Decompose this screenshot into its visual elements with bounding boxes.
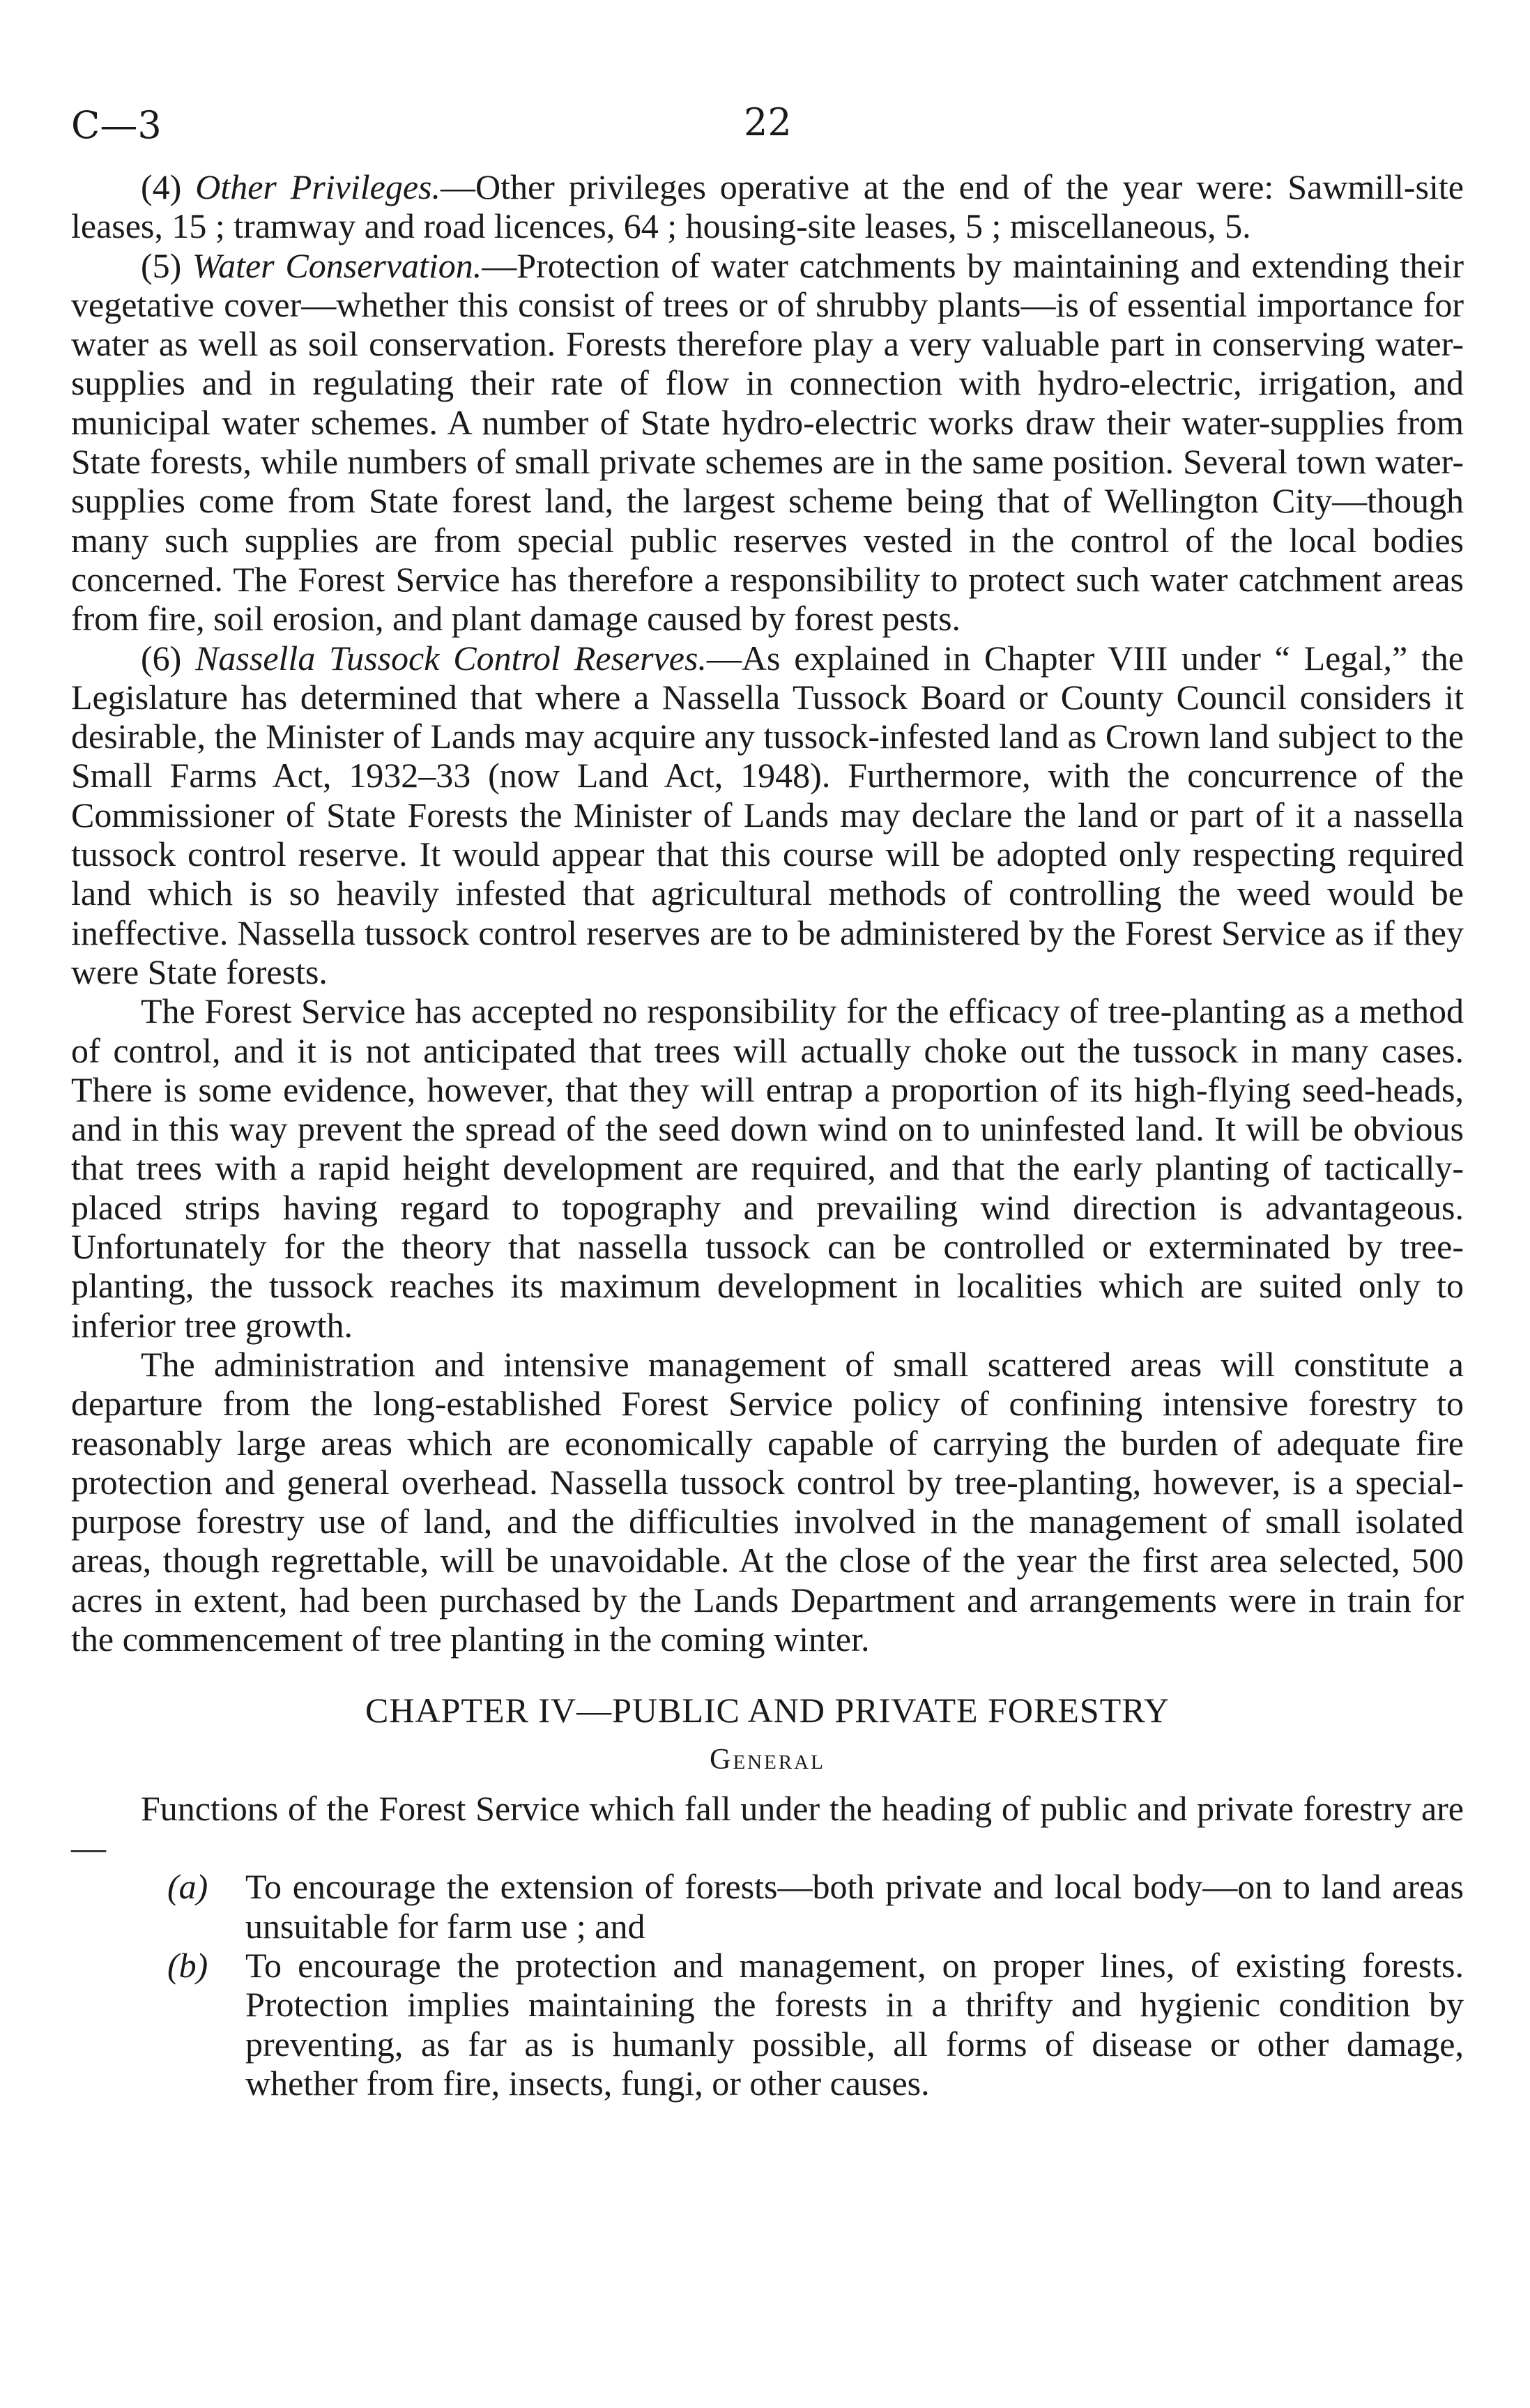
paragraph-label: (5) — [141, 245, 193, 285]
list-item-text: To encourage the protection and management, on proper lines, of existing forests. Protection implies maintaining the forests in a thrifty and hygienic condition by preventing, as far as is humanly possible, all forms of disease or other damage, whether from fire, insects, fungi, or other causes. — [245, 1946, 1464, 2103]
paragraph-text: The Forest Service has accepted no responsibility for the efficacy of tree-planting as a method of control, and it is not anticipated that trees will actually choke out the tussock in many cases. There is some evidence, however, that they will entrap a proportion of its high-flying seed-heads, and in this way prevent the spread of the seed down wind on to uninfested land. It will be obvious that trees with a rapid height development are required, and that the early planting of tactically-placed strips having regard to topography and prevailing wind direction is advantageous. Unfortunately for the theory that nassella tussock can be controlled or exterminated by tree-planting, the tussock reaches its maximum development in localities which are suited only to inferior tree growth. — [71, 991, 1464, 1345]
paragraph-administration — [71, 1345, 1464, 1659]
section-subheading: General — [710, 1743, 825, 1776]
list-item — [71, 1946, 1464, 2103]
paragraph-nassella-reserves — [71, 639, 1464, 992]
body-text — [71, 167, 1464, 2103]
paragraph-water-conservation — [71, 246, 1464, 639]
paragraph-heading: Nassella Tussock Control Reserves. — [195, 638, 707, 678]
paragraph-text: —Other privileges operative at the end of the year were: Sawmill-site leases, 15 ; tramway and road licences, 64 ; housing-site leases, 5 ; miscellaneous, 5. — [71, 167, 1464, 246]
paragraph-text: —As explained in Chapter VIII under “ Legal,” the Legislature has determined that where a Nassella Tussock Board or County Council considers it desirable, the Minister of Lands may acquire any tussock-infested land as Crown land subject to the Small Farms Act, 1932–33 (now Land Act, 1948). Furthermore, with the concurrence of the Commissioner of State Forests the Minister of Lands may declare the land or part of it a nassella tussock control reserve. It would appear that this course will be adopted only respecting required land which is so heavily infested that agricultural methods of controlling the weed would be ineffective. Nassella tussock control reserves are to be administered by the Forest Service as if they were State forests. — [71, 638, 1464, 991]
chapter-title: CHAPTER IV—PUBLIC AND PRIVATE FORESTRY — [365, 1691, 1170, 1730]
paragraph-tree-planting — [71, 991, 1464, 1345]
list-marker: (a) — [167, 1867, 208, 1907]
paragraph-label: (4) — [141, 167, 196, 206]
document-code: C—3 — [71, 103, 162, 147]
list-marker: (b) — [167, 1946, 208, 1986]
chapter-intro: Functions of the Forest Service which fall under the heading of public and private forestry are— — [71, 1788, 1464, 1868]
functions-list — [71, 1867, 1464, 2103]
paragraph-heading: Water Conservation. — [192, 245, 482, 285]
list-item — [71, 1867, 1464, 1946]
paragraph-label: (6) — [141, 638, 196, 678]
paragraph-text: The administration and intensive management of small scattered areas will constitute a departure from the long-established Forest Service policy of confining intensive forestry to reasonably large areas which are economically capable of carrying the burden of adequate fire protection and general overhead. Nassella tussock control by tree-planting, however, is a special-purpose forestry use of land, and the difficulties involved in the management of small isolated areas, though regrettable, will be unavoidable. At the close of the year the first area selected, 500 acres in extent, had been purchased by the Lands Department and arrangements were in train for the commencement of tree planting in the coming winter. — [71, 1344, 1464, 1659]
paragraph-text: —Protection of water catchments by maintaining and extending their vegetative cover—whether this consist of trees or of shrubby plants—is of essential importance for water as well as soil conservation. Forests therefore play a very valuable part in conserving water-supplies and in regulating their rate of flow in connection with hydro-electric, irrigation, and municipal water schemes. A number of State hydro-electric works draw their water-supplies from State forests, while numbers of small private schemes are in the same position. Several town water-supplies come from State forest land, the largest scheme being that of Wellington City—though many such supplies are from special public reserves vested in the control of the local bodies concerned. The Forest Service has therefore a responsibility to protect such water catchment areas from fire, soil erosion, and plant damage caused by forest pests. — [71, 245, 1464, 639]
page-header — [71, 84, 1464, 167]
document-page — [71, 84, 1464, 2103]
page-number: 22 — [744, 100, 792, 144]
paragraph-heading: Other Privileges. — [195, 167, 441, 206]
paragraph-other-privileges — [71, 167, 1464, 246]
list-item-text: To encourage the extension of forests—both private and local body—on to land areas unsuitable for farm use ; and — [245, 1867, 1464, 1946]
